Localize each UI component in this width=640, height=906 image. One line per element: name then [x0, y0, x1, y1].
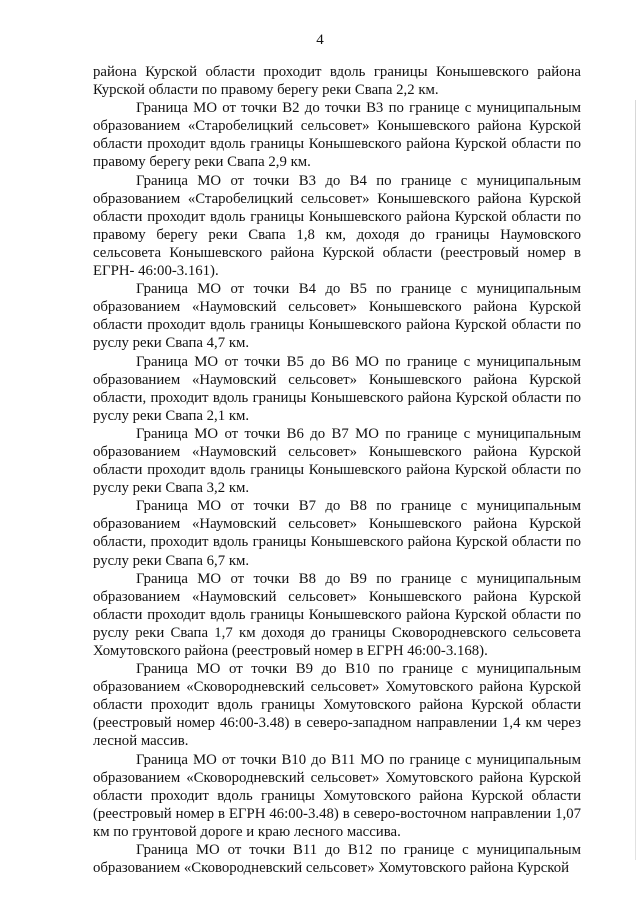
paragraph-continued: Граница МО от точки В11 до В12 по границе с муниципальным образованием «Сковородневский сельсовет» Хомутовского района Курской: [93, 842, 581, 877]
paragraph: Граница МО от точки В9 до В10 по границе с муниципальным образованием «Сковородневский сельсовет» Хомутовского района Курской области проходит вдоль границы Хомутовского района Курской области (реестровый номер 46:00-3.48) в северо-западном направлении 1,4 км через лесной массив.: [93, 661, 581, 750]
paragraph: Граница МО от точки В8 до В9 по границе с муниципальным образованием «Наумовский сельсовет» Конышевского района Курской области проходит вдоль границы Конышевского района Курской области по руслу реки Свапа 1,7 км доходя до границы Сковородневского сельсовета Хомутовского района (реестровый номер в ЕГРН 46:00-3.168).: [93, 570, 581, 659]
paragraph: Граница МО от точки В5 до В6 МО по границе с муниципальным образованием «Наумовский сельсовет» Конышевского района Курской области, проходит вдоль границы Конышевского района Курской области по руслу реки Свапа 2,1 км.: [93, 353, 581, 424]
page-number: 4: [316, 32, 324, 48]
document-body: [93, 63, 581, 877]
paragraph: района Курской области проходит вдоль границы Конышевского района Курской области по правому берегу реки Свапа 2,2 км.: [93, 64, 581, 99]
paragraph: Граница МО от точки В7 до В8 по границе с муниципальным образованием «Наумовский сельсовет» Конышевского района Курской области, проходит вдоль границы Конышевского района Курской области по руслу реки Свапа 6,7 км.: [93, 498, 581, 569]
paragraph: Граница МО от точки В2 до точки В3 по границе с муниципальным образованием «Старобелицкий сельсовет» Конышевского района Курской области проходит вдоль границы Конышевского района Курской области по правому берегу реки Свапа 2,9 км.: [93, 100, 581, 171]
paragraph: Граница МО от точки В10 до В11 МО по границе с муниципальным образованием «Сковородневский сельсовет» Хомутовского района Курской области проходит вдоль границы Хомутовского района Курской области (реестровый номер в ЕГРН 46:00-3.48) в северо-восточном направлении 1,07 км по грунтовой дороге и краю лесного массива.: [93, 751, 581, 840]
paragraph: Граница МО от точки В4 до В5 по границе с муниципальным образованием «Наумовский сельсовет» Конышевского района Курской области проходит вдоль границы Конышевского района Курской области по руслу реки Свапа 4,7 км.: [93, 281, 581, 352]
paragraph: Граница МО от точки В3 до В4 по границе с муниципальным образованием «Старобелицкий сельсовет» Конышевского района Курской области проходит вдоль границы Конышевского района Курской области по правому берегу реки Свапа 1,8 км, доходя до границы Наумовского сельсовета Конышевского района Курской области (реестровый номер в ЕГРН- 46:00-3.161).: [93, 172, 581, 280]
scan-edge-line: [635, 100, 636, 860]
paragraph: Граница МО от точки В6 до В7 МО по границе с муниципальным образованием «Наумовский сельсовет» Конышевского района Курской области проходит вдоль границы Конышевского района Курской области по руслу реки Свапа 3,2 км.: [93, 425, 581, 497]
